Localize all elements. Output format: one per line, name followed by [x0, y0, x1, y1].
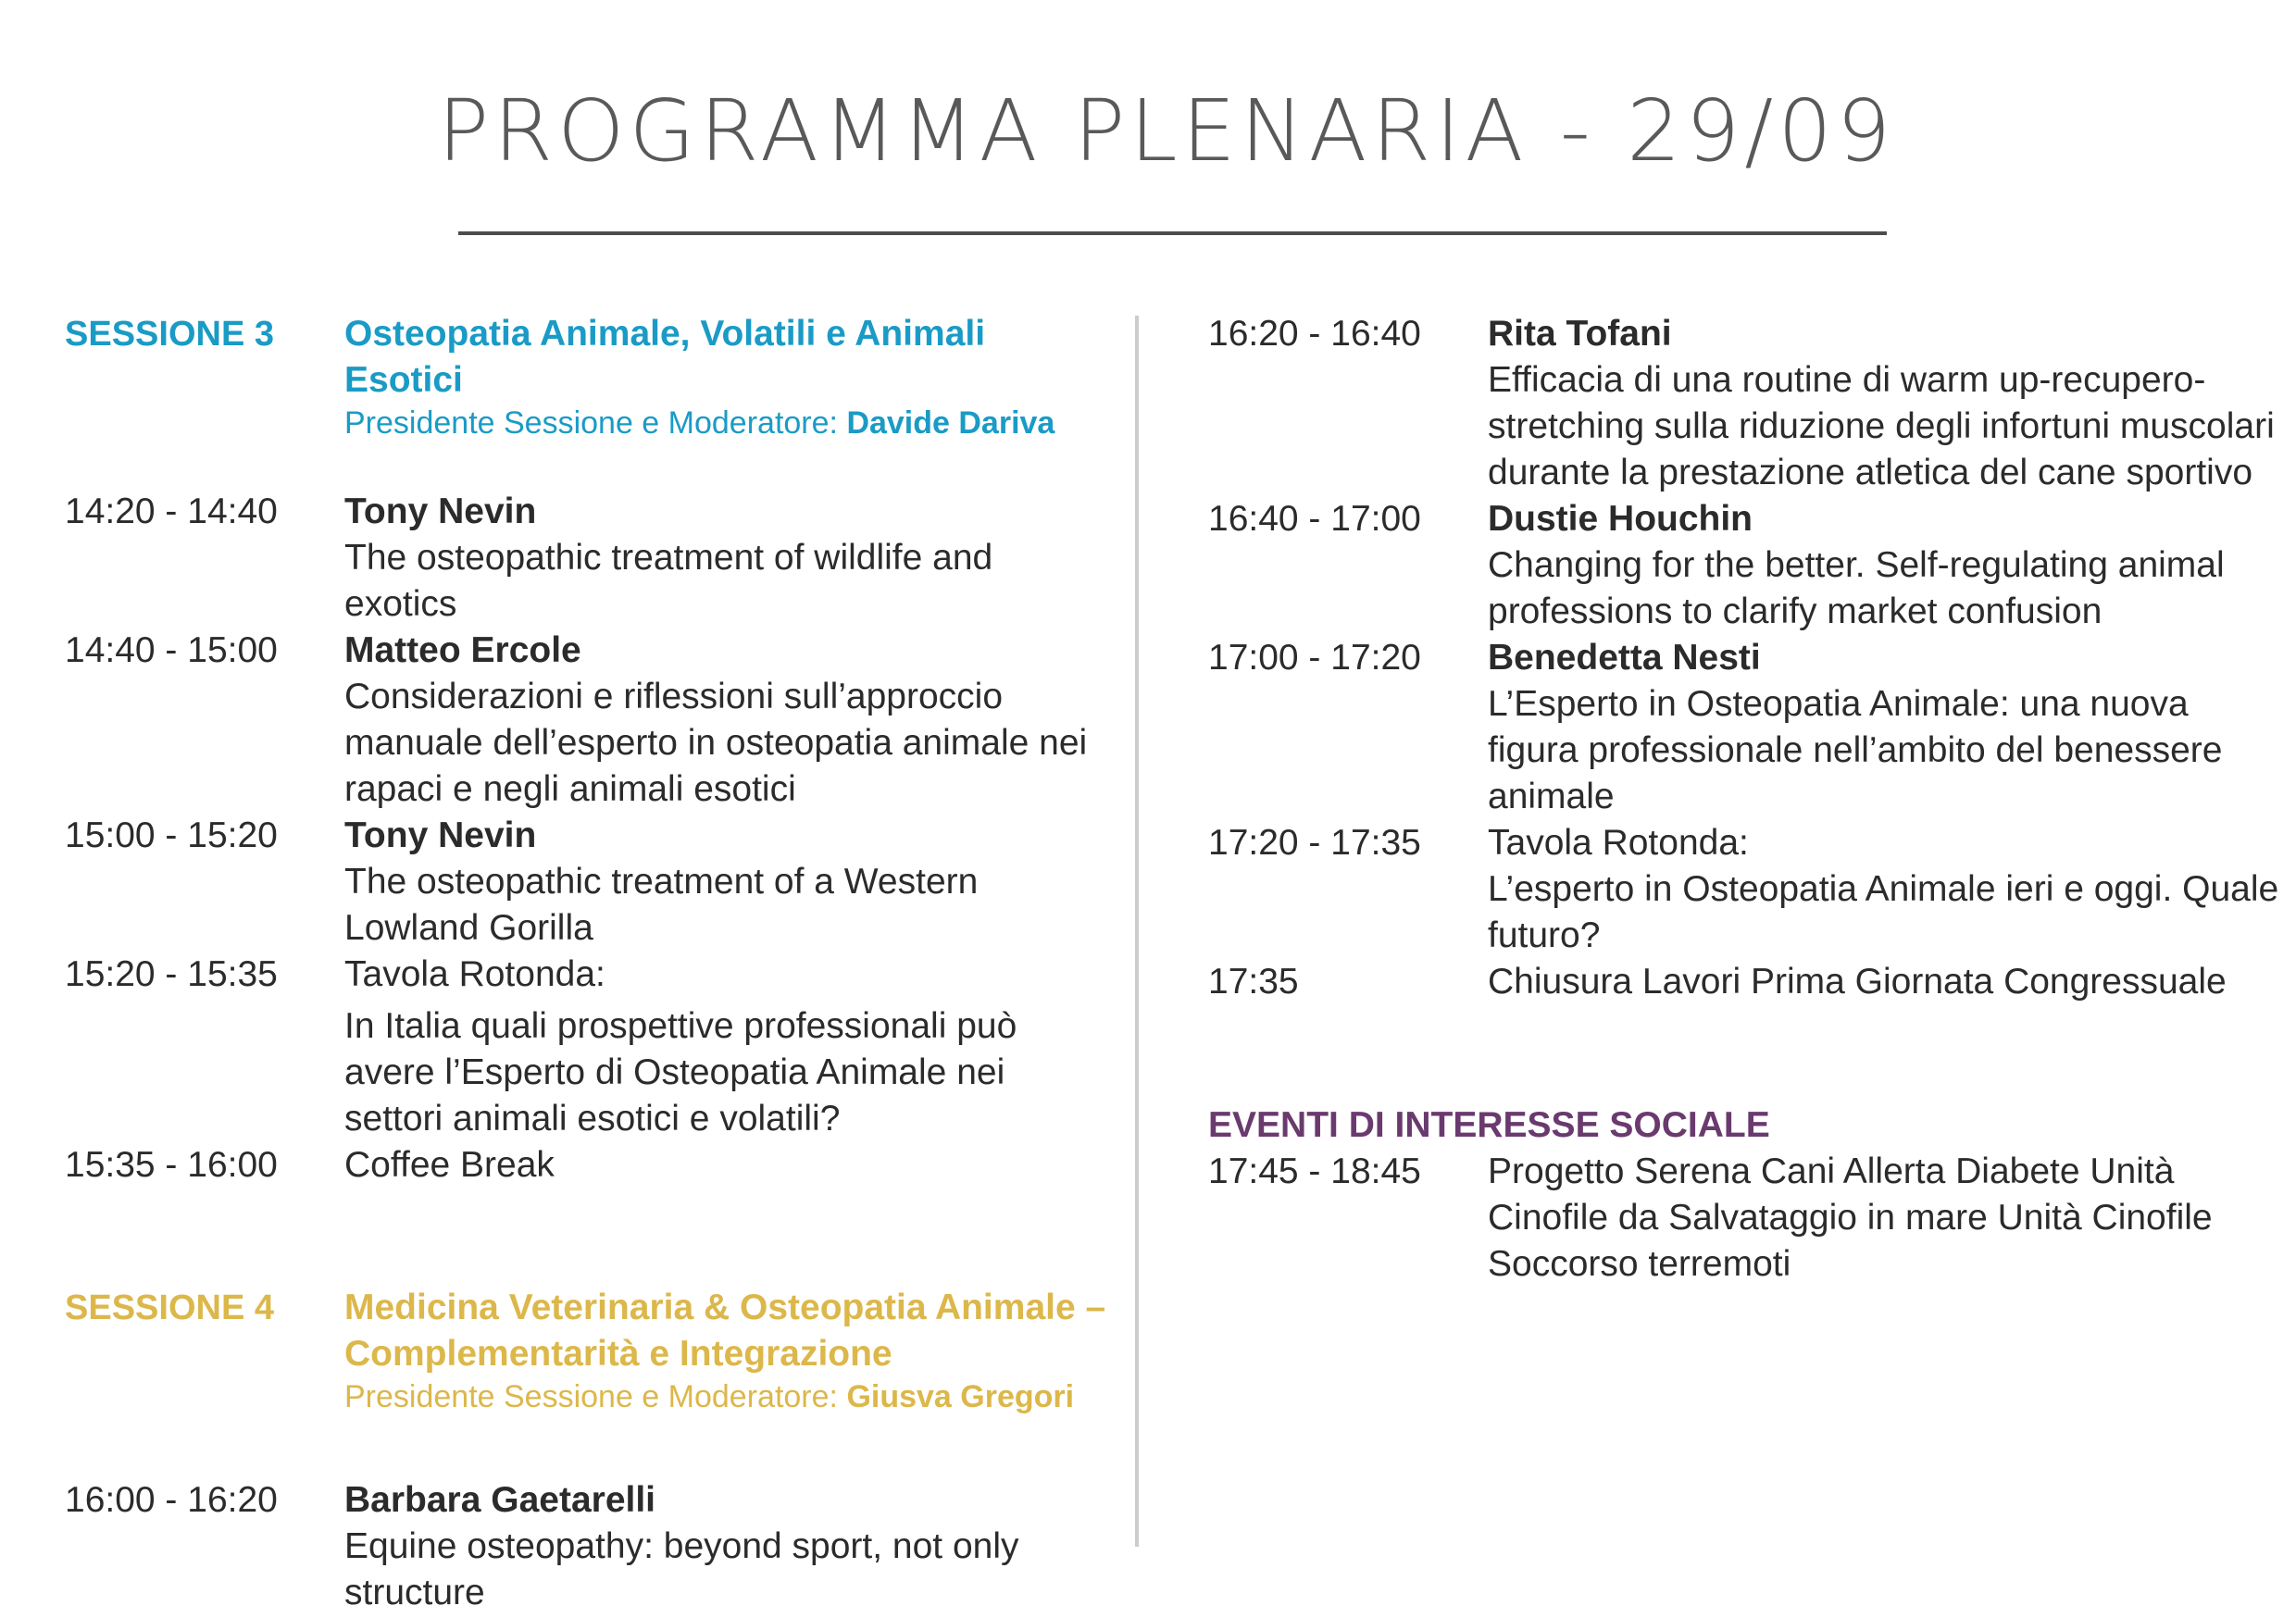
item-time: 17:20 - 17:35: [1208, 823, 1421, 863]
session-3-label: SESSIONE 3: [65, 315, 274, 354]
speaker-name: Dustie Houchin: [1488, 499, 1753, 539]
schedule-item-1735: [1208, 959, 2282, 1005]
item-time: 15:00 - 15:20: [65, 815, 278, 855]
item-time: 14:20 - 14:40: [65, 492, 278, 531]
session-3-chair-prefix: Presidente Sessione e Moderatore:: [344, 405, 847, 441]
round-table-heading: Tavola Rotonda:: [1488, 823, 1749, 863]
talk-title: Changing for the better. Self-regulating animal professions to clarify market confusion: [1488, 545, 2225, 631]
item-time: 15:20 - 15:35: [65, 954, 278, 994]
talk-title: L’Esperto in Osteopatia Animale: una nuova figura professionale nell’ambito del benessere animale: [1488, 684, 2223, 816]
closing-label: Chiusura Lavori Prima Giornata Congressuale: [1488, 962, 2227, 1002]
page-title: PROGRAMMA PLENARIA - 29/09: [437, 81, 1896, 180]
social-events-title: EVENTI DI INTERESSE SOCIALE: [1208, 1105, 1770, 1145]
left-column: [65, 311, 1111, 1616]
item-time: 15:35 - 16:00: [65, 1145, 278, 1185]
talk-title: Equine osteopathy: beyond sport, not only structure: [344, 1526, 1019, 1612]
talk-title: The osteopathic treatment of a Western Lowland Gorilla: [344, 862, 979, 948]
speaker-name: Matteo Ercole: [344, 630, 581, 670]
schedule-item-1640: [1208, 496, 2282, 635]
session-3-header: [65, 311, 1111, 442]
speaker-name: Tony Nevin: [344, 492, 537, 531]
speaker-name: Tony Nevin: [344, 815, 537, 855]
talk-title: L’esperto in Osteopatia Animale ieri e oggi. Quale futuro?: [1488, 869, 2279, 955]
talk-title: In Italia quali prospettive professionali può avere l’Esperto di Osteopatia Animale nei settori animali esotici e volatili?: [344, 1006, 1017, 1139]
session-4-header: [65, 1285, 1111, 1416]
schedule-item-1700: [1208, 635, 2282, 820]
item-time: 16:00 - 16:20: [65, 1480, 278, 1520]
title-divider: [458, 231, 1887, 235]
round-table-heading: Tavola Rotonda:: [344, 954, 605, 994]
speaker-name: Benedetta Nesti: [1488, 638, 1761, 678]
schedule-item-1440: [65, 628, 1111, 813]
session-3-chair-name: Davide Dariva: [846, 405, 1055, 441]
speaker-name: Barbara Gaetarelli: [344, 1480, 656, 1520]
item-time: 14:40 - 15:00: [65, 630, 278, 670]
session-4-chair-prefix: Presidente Sessione e Moderatore:: [344, 1379, 847, 1414]
session-4-chair: [344, 1377, 1111, 1416]
coffee-break-label: Coffee Break: [344, 1145, 555, 1185]
schedule-item-1620: [1208, 311, 2282, 496]
schedule-item-1745: [1208, 1149, 2282, 1288]
session-4-label: SESSIONE 4: [65, 1288, 274, 1327]
schedule-item-1600: [65, 1477, 1111, 1616]
item-time: 16:20 - 16:40: [1208, 314, 1421, 354]
right-column: [1208, 311, 2282, 1288]
schedule-item-1535: [65, 1142, 1111, 1189]
talk-title: Considerazioni e riflessioni sull’approccio manuale dell’esperto in osteopatia animale nei rapaci e negli animali esotici: [344, 677, 1088, 809]
item-time: 17:00 - 17:20: [1208, 638, 1421, 678]
schedule-item-1520: [65, 952, 1111, 1142]
talk-title: The osteopathic treatment of wildlife and exotics: [344, 538, 993, 624]
session-3-chair: [344, 404, 1111, 442]
speaker-name: Rita Tofani: [1488, 314, 1672, 354]
schedule-item-1420: [65, 489, 1111, 628]
item-time: 17:45 - 18:45: [1208, 1151, 1421, 1191]
schedule-item-1720: [1208, 820, 2282, 959]
social-event-description: Progetto Serena Cani Allerta Diabete Unità Cinofile da Salvataggio in mare Unità Cinofile Soccorso terremoti: [1488, 1151, 2213, 1284]
session-3-title: Osteopatia Animale, Volatili e Animali Esotici: [344, 314, 986, 400]
item-time: 17:35: [1208, 962, 1299, 1002]
item-time: 16:40 - 17:00: [1208, 499, 1421, 539]
schedule-item-1500: [65, 813, 1111, 952]
session-4-title: Medicina Veterinaria & Osteopatia Animale – Complementarità e Integrazione: [344, 1288, 1106, 1374]
talk-title: Efficacia di una routine di warm up-recupero-stretching sulla riduzione degli infortuni muscolari durante la prestazione atletica del cane sportivo: [1488, 360, 2275, 492]
session-4-chair-name: Giusva Gregori: [846, 1379, 1075, 1414]
column-divider: [1135, 316, 1139, 1547]
